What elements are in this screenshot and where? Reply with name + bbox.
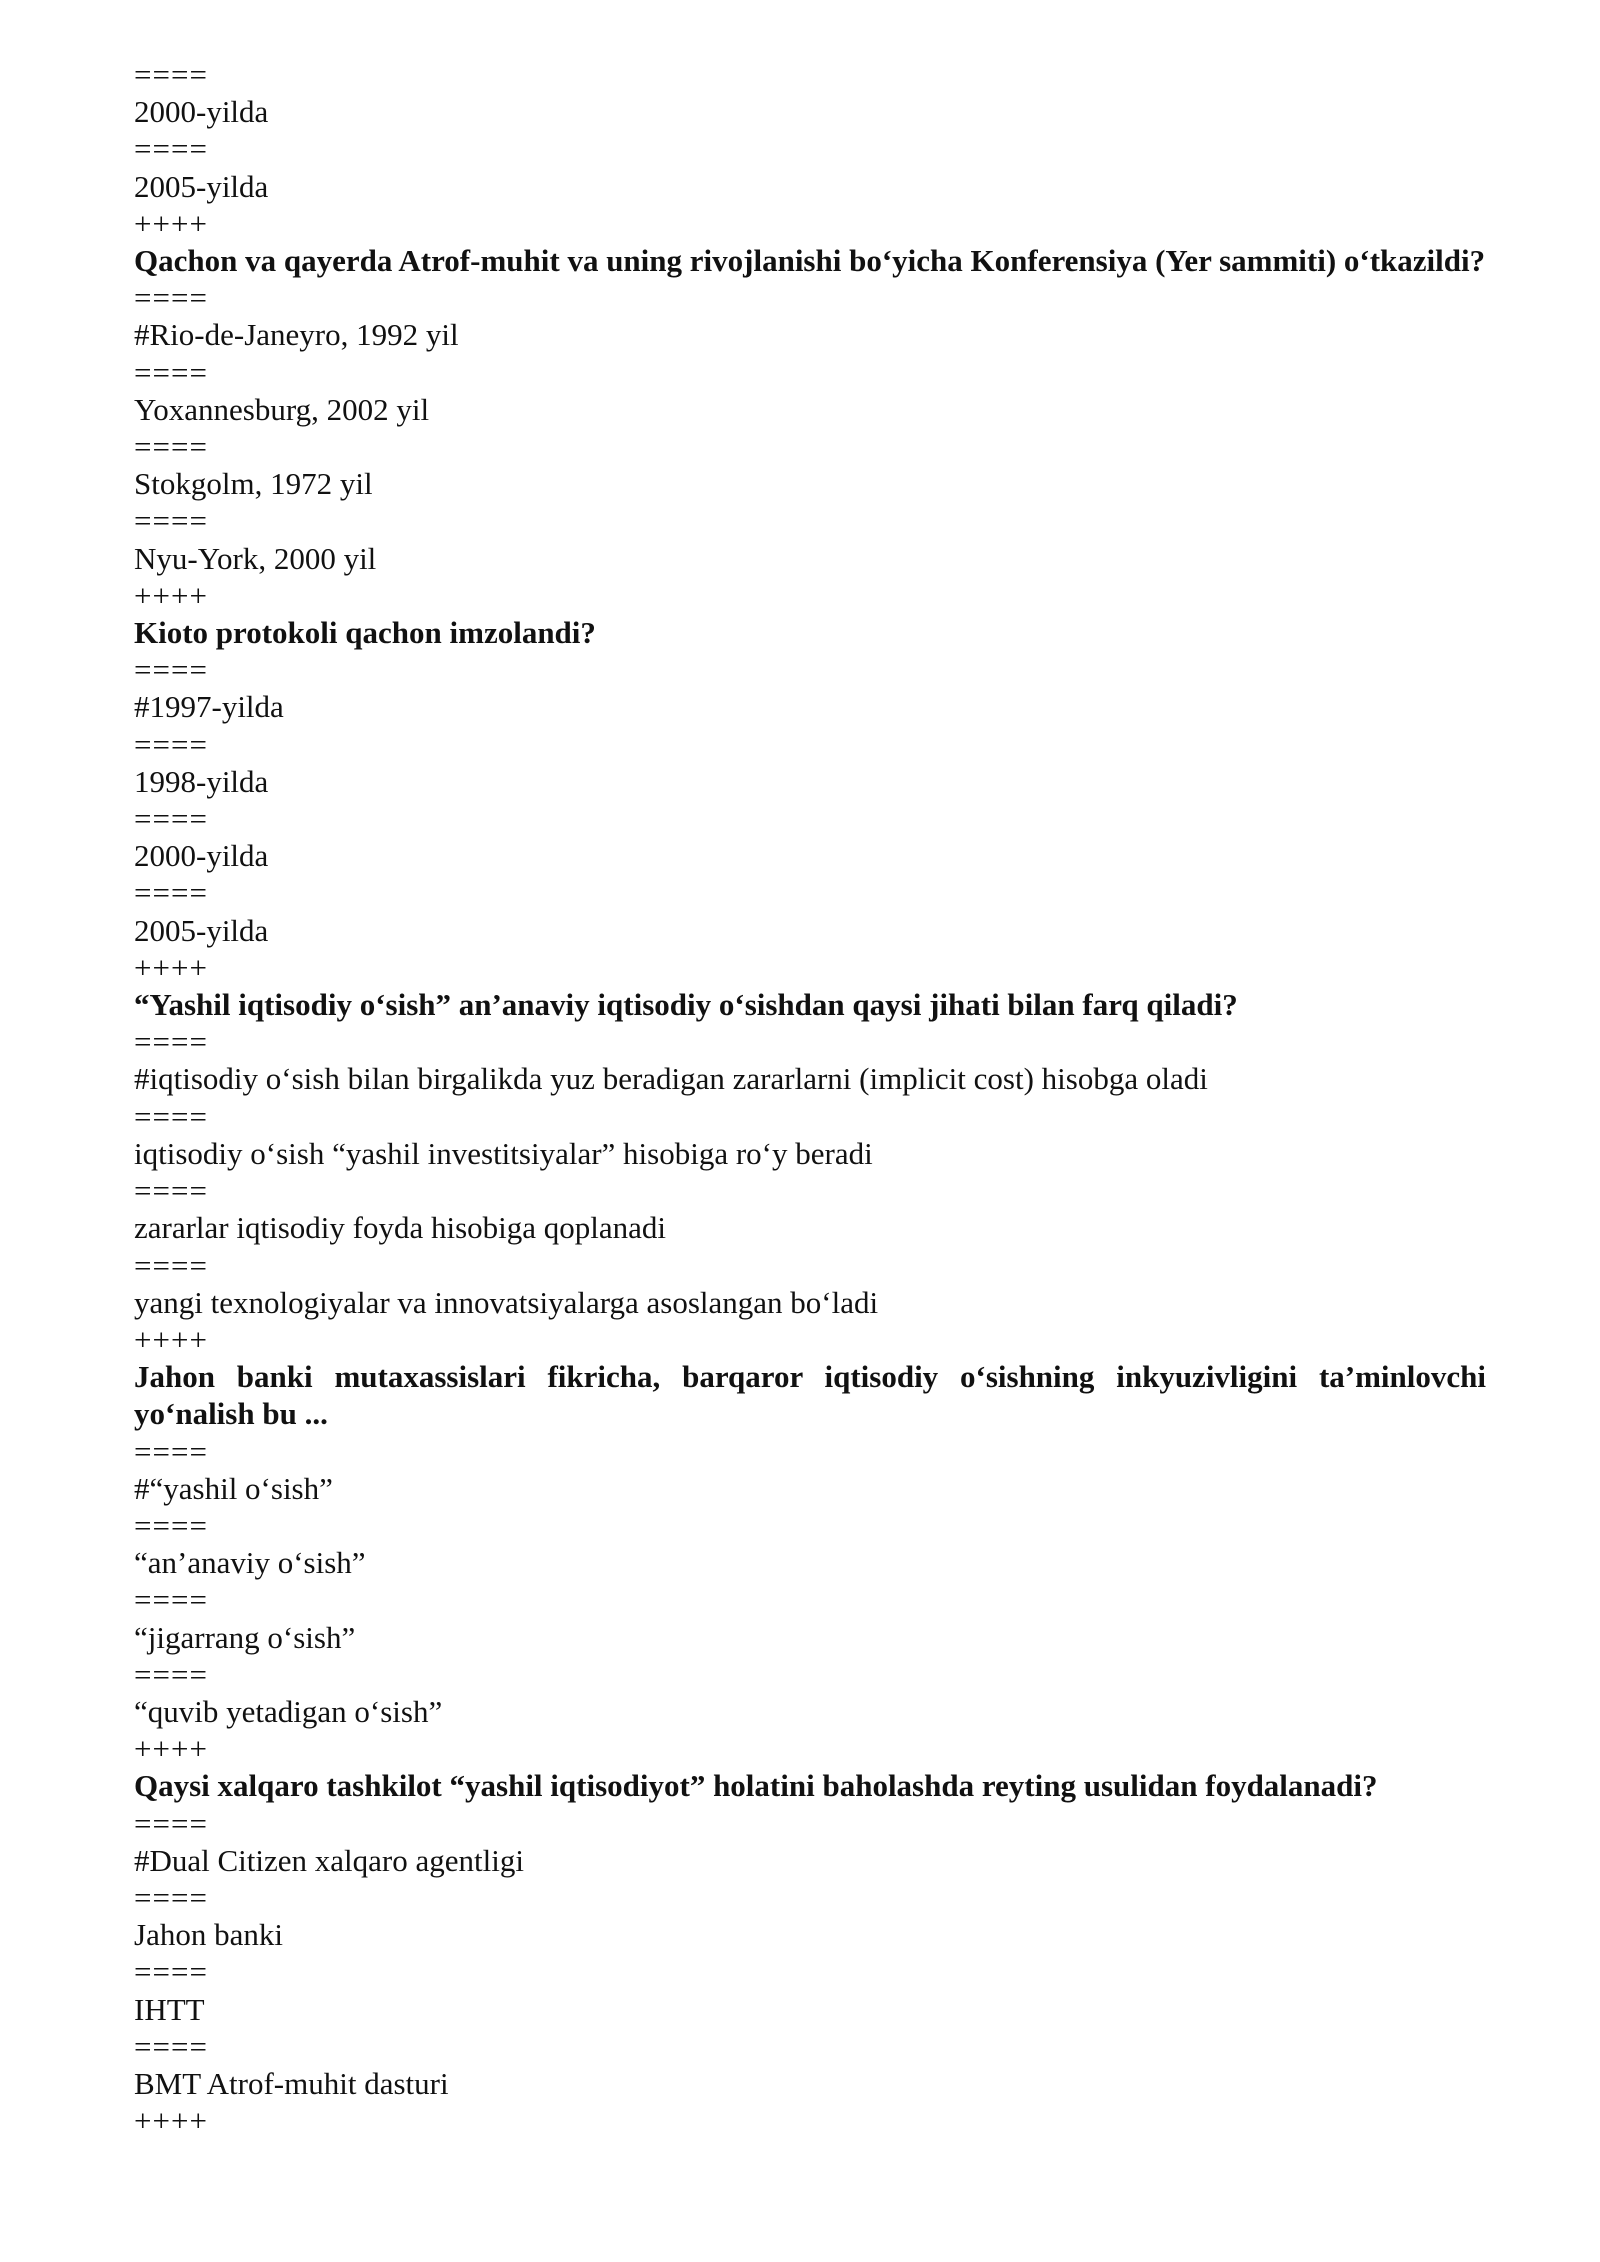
answer-option: 2000-yilda (134, 94, 269, 130)
answer-option: Jahon banki (134, 1917, 283, 1953)
separator-line: ==== (134, 652, 208, 688)
separator-line: ==== (134, 429, 208, 465)
separator-line: ++++ (134, 577, 208, 613)
separator-line: ==== (134, 1247, 208, 1283)
separator-line: ==== (134, 1805, 208, 1841)
answer-option: zararlar iqtisodiy foyda hisobiga qoplanadi (134, 1210, 667, 1246)
answer-option: #Dual Citizen xalqaro agentligi (134, 1842, 524, 1878)
answer-option: Yoxannesburg, 2002 yil (134, 391, 430, 427)
separator-line: ==== (134, 1507, 208, 1543)
answer-option: #“yashil o‘sish” (134, 1470, 333, 1506)
document-body (134, 56, 1486, 2139)
question-text: Qachon va qayerda Atrof-muhit va uning rivojlanishi bo‘yicha Konferensiya (Yer sammiti) o‘tkazildi? (134, 243, 1486, 279)
answer-option: 2005-yilda (134, 912, 269, 948)
separator-line: ==== (134, 875, 208, 911)
answer-option: Stokgolm, 1972 yil (134, 466, 373, 502)
answer-option: Nyu-York, 2000 yil (134, 540, 377, 576)
separator-line: ==== (134, 1879, 208, 1915)
separator-line: ==== (134, 726, 208, 762)
answer-option: IHTT (134, 1991, 205, 2027)
separator-line: ++++ (134, 1321, 208, 1357)
answer-option: 1998-yilda (134, 763, 269, 799)
separator-line: ++++ (134, 2103, 208, 2139)
separator-line: ++++ (134, 205, 208, 241)
separator-line: ==== (134, 1656, 208, 1692)
separator-line: ==== (134, 1024, 208, 1060)
separator-line: ++++ (134, 949, 208, 985)
separator-line: ==== (134, 1098, 208, 1134)
answer-option: “an’anaviy o‘sish” (134, 1545, 366, 1581)
separator-line: ==== (134, 1433, 208, 1469)
answer-option: #iqtisodiy o‘sish bilan birgalikda yuz beradigan zararlarni (implicit cost) hisobga oladi (134, 1061, 1208, 1097)
separator-line: ==== (134, 57, 208, 92)
separator-line: ++++ (134, 1731, 208, 1767)
answer-option: BMT Atrof-muhit dasturi (134, 2065, 449, 2101)
answer-option: #Rio-de-Janeyro, 1992 yil (134, 317, 459, 353)
answer-option: “jigarrang o‘sish” (134, 1619, 356, 1655)
separator-line: ==== (134, 1954, 208, 1990)
question-text: Kioto protokoli qachon imzolandi? (134, 615, 596, 651)
answer-option: #1997-yilda (134, 689, 284, 725)
question-text: Qaysi xalqaro tashkilot “yashil iqtisodiyot” holatini baholashda reyting usulidan foydalanadi? (134, 1768, 1378, 1804)
separator-line: ==== (134, 354, 208, 390)
separator-line: ==== (134, 1582, 208, 1618)
separator-line: ==== (134, 280, 208, 316)
answer-option: 2000-yilda (134, 838, 269, 874)
separator-line: ==== (134, 2028, 208, 2064)
separator-line: ==== (134, 801, 208, 837)
separator-line: ==== (134, 1173, 208, 1209)
separator-line: ==== (134, 131, 208, 167)
answer-option: “quvib yetadigan o‘sish” (134, 1693, 443, 1729)
separator-line: ==== (134, 503, 208, 539)
answer-option: 2005-yilda (134, 168, 269, 204)
answer-option: yangi texnologiyalar va innovatsiyalarga asoslangan bo‘ladi (134, 1284, 879, 1320)
question-text: “Yashil iqtisodiy o‘sish” an’anaviy iqtisodiy o‘sishdan qaysi jihati bilan farq qiladi? (134, 987, 1238, 1023)
answer-option: iqtisodiy o‘sish “yashil investitsiyalar” hisobiga ro‘y beradi (134, 1135, 873, 1171)
question-text: Jahon banki mutaxassislari fikricha, barqaror iqtisodiy o‘sishning inkyuzivligini ta’minlovchi yo‘nalish bu ... (134, 1359, 1486, 1432)
